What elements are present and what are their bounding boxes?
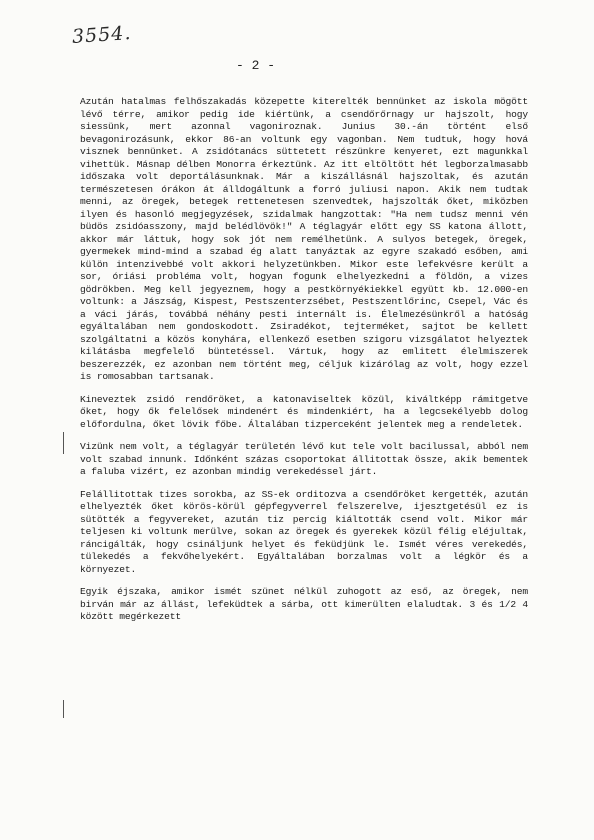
- paragraph: Azután hatalmas felhőszakadás közepette kiterelték bennünket az iskola mögött lévő térre, amikor pedig ide kiértünk, a csendőrőrnagy ur hajszolt, hogy siessünk, mert azonnal vagoniroznak. Junius 30.-án történt első bevagonirozásunk, ekkor 86-an voltunk egy vagonban. Nem tudtuk, hogy hová visznek bennünket. A zsidótanács süttetett részünkre kenyeret, ezt magunkkal vihettük. Másnap délben Monorra érkeztünk. Az itt eltöltött hét legborzalmasabb időszaka volt deportálásunknak. Már a kiszállásnál hajszoltak, és azután természetesen órákon át álldogáltunk a forró juliusi napon. Akik nem tudtak menni, az öregek, betegek rettenetesen szenvedtek, hajszolták őket, miközben ilyen és hasonló megjegyzések, szidalmak hangzottak: "Ha nem tudsz menni vén büdös zsidóasszony, majd belédlövök!" A téglagyár előtt egy SS katona állott, akkor már láttuk, hogy sok jót nem remélhetünk. A sulyos betegek, öregek, gyermekek mind-mind a szabad ég alatt tanyáztak az egyre szakadó esőben, ami külön intenzivebbé volt akkori helyzetünkben. Mikor este lefekvésre került a sor, óriási probléma volt, hogyan fogunk elhelyezkedni a földön, a vizes gödrökben. Meg kell jegyeznem, hogy a pestkörnyékiekkel együtt kb. 12.000-en voltunk: a Jászság, Kispest, Pestszenterzsébet, Pestszentlőrinc, Csepel, Vác és a váci járás, továbbá néhány pesti internált is. Élelmezésünkről a hatóság egyáltalában nem gondoskodott. Zsiradékot, tejterméket, sajtot be kellett szolgáltatni a közös konyhára, ellenkező esetben szigoru vizsgálatot helyeztek kilátásba megfelelő büntetéssel. Vártuk, hogy az emlitett élelmiszerek beszerezzék, ez azonban nem történt meg, céljuk kizárólag az volt, hogy ezzel is romosabban tartsanak.: [80, 96, 528, 382]
- page-number: - 2 -: [236, 58, 276, 73]
- paragraph: Vizünk nem volt, a téglagyár területén lévő kut tele volt bacilussal, abból nem volt szabad innunk. Időnként százas csoportokat állitottak össze, akik bementek a faluba vizért, ez azonban mindig verekedéssel járt.: [80, 441, 528, 477]
- margin-mark: [63, 432, 64, 454]
- paragraph: Kineveztek zsidó rendőröket, a katonaviseltek közül, kiváltképp rámitgetve őket, hogy ők felelősek mindenért és mindenkiért, ha a legcsekélyebb dolog előfordulna, őket lövik főbe. Általában tizperceként jelentek meg a rendeletek.: [80, 393, 528, 430]
- margin-mark: [63, 700, 64, 718]
- body-text: [80, 96, 528, 624]
- handwritten-number: 3554.: [71, 21, 133, 49]
- paragraph: Egyik éjszaka, amikor ismét szünet nélkül zuhogott az eső, az öregek, nem birván már az állást, lefeküdtek a sárba, ott kimerülten elaludtak. 3 és 1/2 4 között megérkezett: [80, 586, 528, 622]
- paragraph: Felállitottak tizes sorokba, az SS-ek orditozva a csendőröket kergették, azután elhelyezték őket körös-körül gépfegyverrel felszerelve, ijesztgetésül ez is sütötték a fegyvereket, azután tiz percig kiáltották csend volt. Mikor már teljesen ki voltunk merülve, sokan az öregek és gyerekek közül félig eléjultak, ráncigálták, hogy csináljunk helyet és feküdjünk le. Ismét véres verekedés, tülekedés a fekvőhelyekért. Egyáltalában borzalmas volt a légkör és a környezet.: [80, 488, 528, 575]
